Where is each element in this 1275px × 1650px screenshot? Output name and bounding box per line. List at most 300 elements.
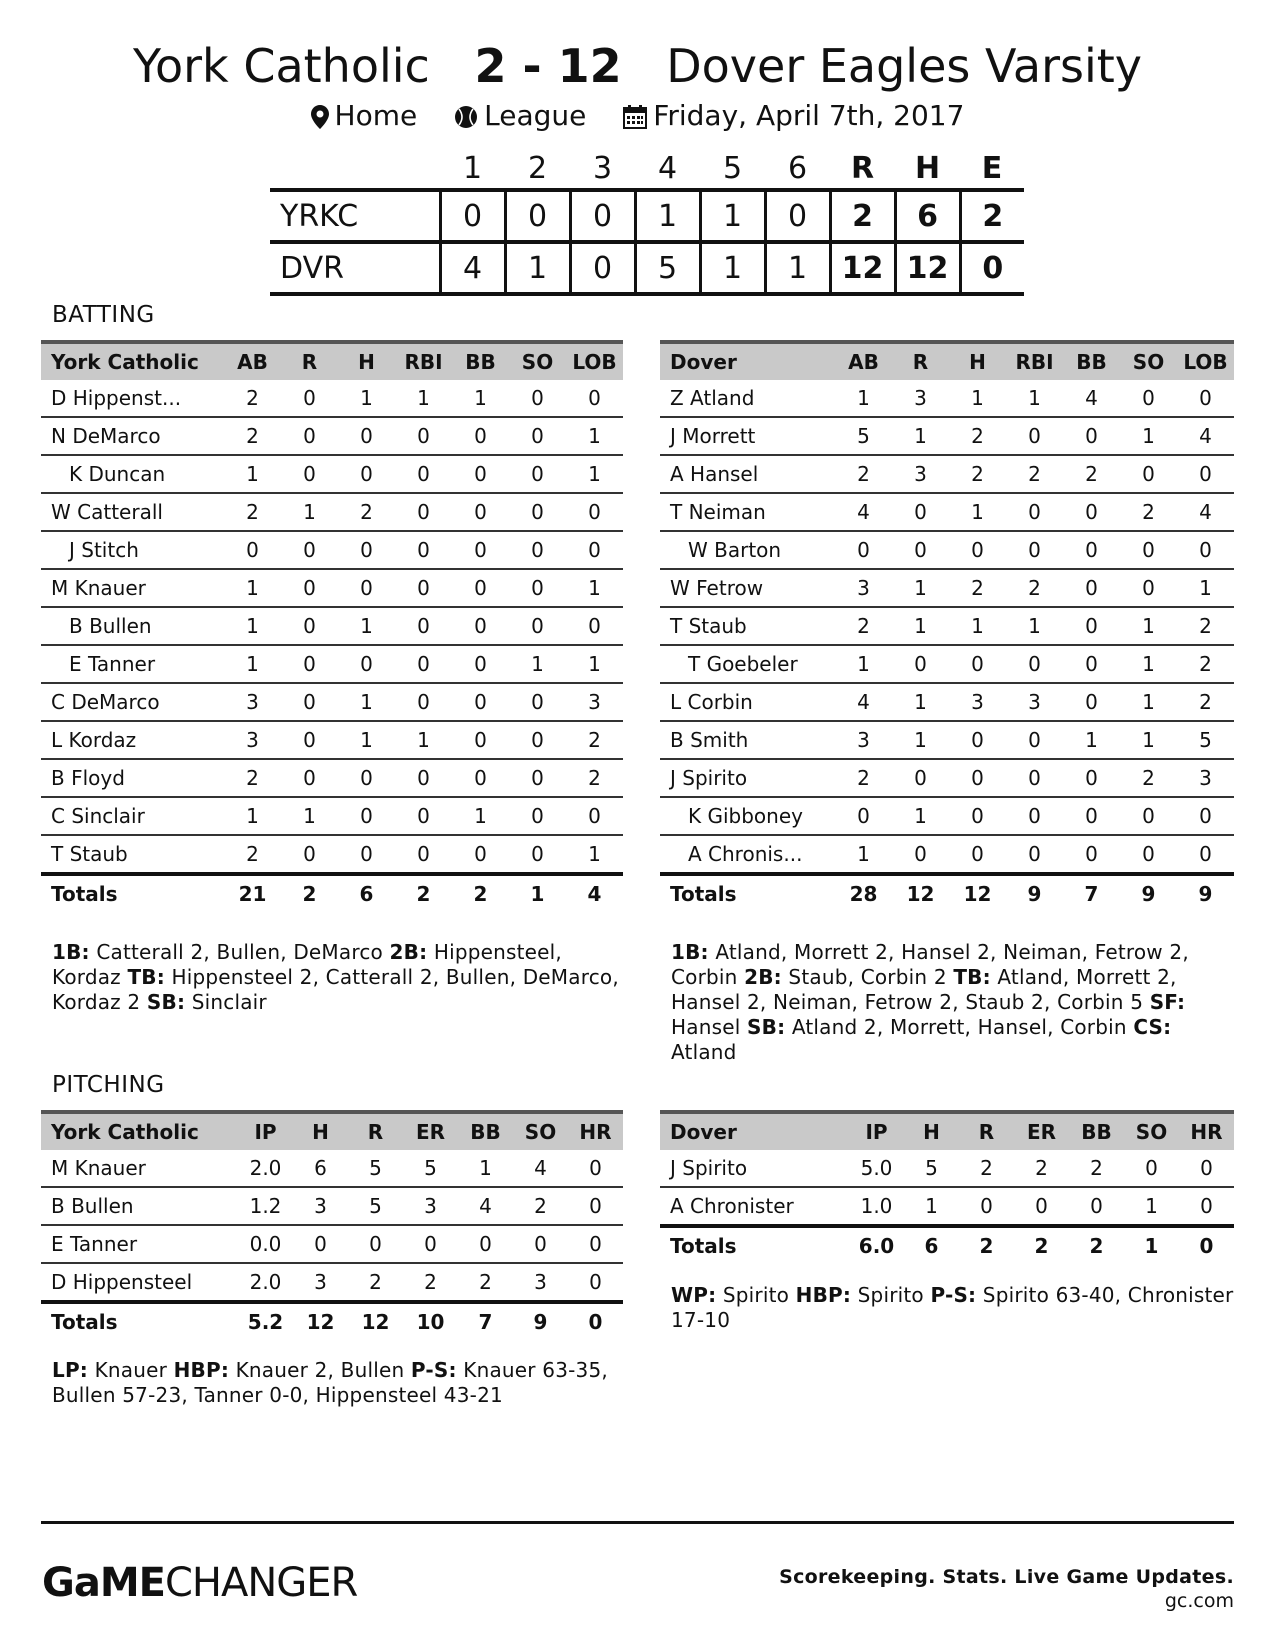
stat-cell: 5 <box>1177 721 1234 759</box>
location-info <box>311 99 427 132</box>
stat-cell: 0 <box>452 493 509 531</box>
player-name: J Spirito <box>660 1150 849 1187</box>
stat-cell: 5 <box>403 1150 458 1187</box>
note-key: CS: <box>1133 1015 1172 1039</box>
player-row <box>41 1263 623 1302</box>
stat-cell: 0 <box>1124 1150 1179 1187</box>
note-value: Catterall 2, Bullen, DeMarco <box>89 940 390 964</box>
player-name: E Tanner <box>41 1225 238 1263</box>
player-row <box>41 455 623 493</box>
stat-cell: 0 <box>1120 455 1177 493</box>
stat-cell: 4 <box>1177 493 1234 531</box>
total-cell: 2 <box>395 874 452 912</box>
runs-total: 2 <box>830 190 895 242</box>
stats-header-row <box>660 342 1234 380</box>
stat-cell: 5 <box>348 1150 403 1187</box>
stat-cell: 5 <box>835 417 892 455</box>
stats-header-row <box>41 1112 623 1150</box>
stat-cell: 0 <box>1177 531 1234 569</box>
stat-cell: 0 <box>835 797 892 835</box>
stat-cell: 0 <box>566 531 623 569</box>
stat-cell: 1 <box>1063 721 1120 759</box>
player-name: M Knauer <box>41 1150 238 1187</box>
stat-cell: 2 <box>835 455 892 493</box>
stat-cell: 3 <box>224 683 281 721</box>
player-name: B Bullen <box>41 1187 238 1225</box>
stat-cell: 2 <box>224 493 281 531</box>
player-name: B Floyd <box>41 759 224 797</box>
stat-cell: 0 <box>1177 455 1234 493</box>
stat-cell: 0 <box>395 645 452 683</box>
stat-cell: 6 <box>293 1150 348 1187</box>
stat-cell: 0 <box>452 417 509 455</box>
player-row <box>660 531 1234 569</box>
player-row <box>660 569 1234 607</box>
stat-cell: 0 <box>566 607 623 645</box>
stat-cell: 3 <box>566 683 623 721</box>
player-name: B Smith <box>660 721 835 759</box>
hits-total: 12 <box>895 242 960 294</box>
map-pin-icon <box>311 105 329 129</box>
player-row <box>41 759 623 797</box>
note-key: 1B: <box>671 940 709 964</box>
stat-cell: 5 <box>904 1150 959 1187</box>
player-row <box>660 759 1234 797</box>
total-cell: 28 <box>835 874 892 912</box>
stat-cell: 0 <box>892 645 949 683</box>
stat-cell: 0 <box>1120 531 1177 569</box>
stat-cell: 4 <box>458 1187 513 1225</box>
stat-cell: 3 <box>835 721 892 759</box>
final-score: 2 - 12 <box>474 39 622 93</box>
stat-cell: 0 <box>1120 835 1177 874</box>
stat-cell: 1 <box>1120 721 1177 759</box>
stat-cell: 0 <box>452 721 509 759</box>
stat-cell: 0 <box>1120 569 1177 607</box>
york-pitching-table <box>41 1110 623 1340</box>
stat-cell: 1 <box>452 380 509 417</box>
player-row <box>41 1225 623 1263</box>
note-key: 2B: <box>744 965 782 989</box>
stat-cell: 0 <box>452 455 509 493</box>
total-cell: 2 <box>959 1226 1014 1264</box>
stat-cell: 0 <box>1179 1187 1234 1226</box>
stat-cell: 2 <box>1120 759 1177 797</box>
stat-cell: 2 <box>1063 455 1120 493</box>
stat-cell: 1 <box>835 835 892 874</box>
player-name: T Staub <box>660 607 835 645</box>
stat-cell: 1 <box>892 721 949 759</box>
stat-cell: 2 <box>403 1263 458 1302</box>
stat-cell: 0 <box>281 531 338 569</box>
line-score-row <box>270 190 1024 242</box>
player-row <box>660 683 1234 721</box>
hits-total: 6 <box>895 190 960 242</box>
total-cell: 6.0 <box>849 1226 904 1264</box>
player-row <box>660 455 1234 493</box>
stat-cell: 1 <box>1006 607 1063 645</box>
totals-row <box>41 874 623 912</box>
player-row <box>660 721 1234 759</box>
note-value: Sinclair <box>185 990 267 1014</box>
stat-cell: 0 <box>348 1225 403 1263</box>
stat-cell: 0 <box>949 531 1006 569</box>
stat-cell: 1 <box>281 493 338 531</box>
note-value: Staub, Corbin 2 <box>781 965 954 989</box>
stat-cell: 3 <box>835 569 892 607</box>
stat-cell: 1 <box>395 380 452 417</box>
player-row <box>41 835 623 874</box>
stat-column-header: BB <box>452 342 509 380</box>
player-name: D Hippensteel <box>41 1263 238 1302</box>
stat-column-header: BB <box>1069 1112 1124 1150</box>
inning-score: 0 <box>505 190 570 242</box>
stat-cell: 2 <box>949 569 1006 607</box>
dover-pitching-table <box>660 1110 1234 1264</box>
player-name: C Sinclair <box>41 797 224 835</box>
stat-cell: 2 <box>959 1150 1014 1187</box>
player-row <box>660 417 1234 455</box>
stat-cell: 1 <box>892 569 949 607</box>
note-key: WP: <box>671 1283 717 1307</box>
stat-cell: 0 <box>281 645 338 683</box>
stat-cell: 2 <box>566 759 623 797</box>
note-value: Spirito <box>716 1283 796 1307</box>
stat-cell: 3 <box>892 380 949 417</box>
stat-cell: 0 <box>1120 380 1177 417</box>
baseball-icon <box>454 105 478 129</box>
stat-cell: 1 <box>338 683 395 721</box>
stat-cell: 0 <box>338 455 395 493</box>
york-pitching-notes <box>52 1358 622 1408</box>
stat-cell: 1 <box>224 607 281 645</box>
total-cell: 9 <box>1120 874 1177 912</box>
stat-cell: 2 <box>835 759 892 797</box>
stat-cell: 3 <box>1177 759 1234 797</box>
stat-column-header: LOB <box>566 342 623 380</box>
errors-header: E <box>981 150 1003 186</box>
stat-cell: 0 <box>568 1225 623 1263</box>
stat-cell: 2 <box>1120 493 1177 531</box>
total-cell: 9 <box>1177 874 1234 912</box>
player-name: N DeMarco <box>41 417 224 455</box>
stat-cell: 0 <box>338 569 395 607</box>
stat-cell: 0 <box>509 569 566 607</box>
stat-cell: 0 <box>1063 607 1120 645</box>
stat-cell: 0 <box>949 835 1006 874</box>
stat-cell: 2 <box>338 493 395 531</box>
stat-cell: 0.0 <box>238 1225 293 1263</box>
stat-cell: 0 <box>338 645 395 683</box>
total-cell: 1 <box>509 874 566 912</box>
dover-batting-table <box>660 340 1234 912</box>
stat-cell: 1 <box>338 380 395 417</box>
stat-cell: 1 <box>224 797 281 835</box>
player-name: J Morrett <box>660 417 835 455</box>
stat-cell: 2.0 <box>238 1263 293 1302</box>
inning-score: 1 <box>700 190 765 242</box>
stat-cell: 3 <box>513 1263 568 1302</box>
stat-cell: 0 <box>395 797 452 835</box>
player-row <box>41 493 623 531</box>
note-value: Atland, Morrett 2, Hansel 2, Neiman, Fetrow 2, Corbin <box>671 940 1189 989</box>
stat-cell: 0 <box>395 835 452 874</box>
note-value: Atland <box>671 1040 737 1064</box>
stat-column-header: BB <box>1063 342 1120 380</box>
stat-cell: 0 <box>452 531 509 569</box>
stat-cell: 0 <box>1063 569 1120 607</box>
stat-cell: 0 <box>949 721 1006 759</box>
stat-cell: 3 <box>293 1263 348 1302</box>
stat-cell: 2 <box>513 1187 568 1225</box>
total-cell: 7 <box>458 1302 513 1340</box>
stat-column-header: AB <box>835 342 892 380</box>
stat-cell: 0 <box>281 417 338 455</box>
batting-section-title: BATTING <box>52 302 155 328</box>
player-name: A Chronis... <box>660 835 835 874</box>
stat-cell: 0 <box>566 380 623 417</box>
stat-cell: 0 <box>281 759 338 797</box>
player-row <box>41 721 623 759</box>
stat-cell: 0 <box>1177 380 1234 417</box>
stat-cell: 0 <box>395 607 452 645</box>
note-key: 2B: <box>389 940 428 964</box>
player-row <box>660 1150 1234 1187</box>
player-name: A Hansel <box>660 455 835 493</box>
player-row <box>41 645 623 683</box>
player-row <box>41 417 623 455</box>
stat-cell: 0 <box>509 455 566 493</box>
note-value: Knauer <box>88 1358 174 1382</box>
stat-cell: 0 <box>566 493 623 531</box>
stat-cell: 3 <box>293 1187 348 1225</box>
player-name: K Gibboney <box>660 797 835 835</box>
stat-cell: 0 <box>395 569 452 607</box>
stat-cell: 0 <box>395 455 452 493</box>
stat-cell: 1 <box>1006 380 1063 417</box>
note-value: Knauer 2, Bullen <box>229 1358 411 1382</box>
stat-cell: 0 <box>1063 683 1120 721</box>
stat-cell: 1 <box>949 493 1006 531</box>
stat-cell: 0 <box>281 683 338 721</box>
stat-column-header: R <box>959 1112 1014 1150</box>
line-score-team: DVR <box>270 242 440 294</box>
totals-row <box>660 1226 1234 1264</box>
stat-cell: 0 <box>281 380 338 417</box>
player-row <box>41 569 623 607</box>
line-score-table <box>270 148 1024 296</box>
stat-cell: 2 <box>224 380 281 417</box>
stat-cell: 0 <box>959 1187 1014 1226</box>
stat-column-header: H <box>293 1112 348 1150</box>
player-name: K Duncan <box>41 455 224 493</box>
total-cell: 2 <box>1014 1226 1069 1264</box>
total-cell: 9 <box>513 1302 568 1340</box>
stat-cell: 0 <box>509 417 566 455</box>
inning-header: 4 <box>657 150 678 186</box>
stat-cell: 0 <box>1179 1150 1234 1187</box>
inning-score: 5 <box>635 242 700 294</box>
line-score-team: YRKC <box>270 190 440 242</box>
player-row <box>660 493 1234 531</box>
player-name: W Fetrow <box>660 569 835 607</box>
york-batting-table <box>41 340 623 912</box>
stat-cell: 2 <box>348 1263 403 1302</box>
stat-cell: 0 <box>452 683 509 721</box>
calendar-icon <box>623 105 647 129</box>
stat-column-header: SO <box>509 342 566 380</box>
player-name: T Goebeler <box>660 645 835 683</box>
stat-cell: 0 <box>338 835 395 874</box>
stat-cell: 0 <box>1063 493 1120 531</box>
stat-cell: 2 <box>224 835 281 874</box>
player-name: L Kordaz <box>41 721 224 759</box>
location-label: Home <box>334 99 418 132</box>
stat-cell: 3 <box>949 683 1006 721</box>
note-key: TB: <box>953 965 991 989</box>
stat-cell: 1 <box>566 835 623 874</box>
note-key: P-S: <box>410 1358 457 1382</box>
stat-cell: 1 <box>904 1187 959 1226</box>
stat-cell: 1 <box>949 607 1006 645</box>
stat-cell: 0 <box>1063 759 1120 797</box>
stat-cell: 0 <box>281 721 338 759</box>
player-name: E Tanner <box>41 645 224 683</box>
stat-cell: 0 <box>452 645 509 683</box>
stat-cell: 0 <box>1006 417 1063 455</box>
logo-changer-text: CHANGER <box>164 1560 358 1606</box>
stat-cell: 0 <box>892 835 949 874</box>
player-row <box>41 531 623 569</box>
total-cell: 6 <box>904 1226 959 1264</box>
stat-cell: 0 <box>1063 645 1120 683</box>
stat-cell: 0 <box>458 1225 513 1263</box>
stat-cell: 2 <box>224 759 281 797</box>
inning-score: 0 <box>765 190 830 242</box>
stat-cell: 1 <box>566 645 623 683</box>
player-name: B Bullen <box>41 607 224 645</box>
footer-tagline <box>779 1565 1234 1613</box>
stat-cell: 0 <box>949 759 1006 797</box>
stat-column-header: H <box>904 1112 959 1150</box>
stat-cell: 1 <box>395 721 452 759</box>
stat-cell: 0 <box>509 493 566 531</box>
total-cell: 10 <box>403 1302 458 1340</box>
stat-cell: 2 <box>835 607 892 645</box>
stat-cell: 0 <box>509 721 566 759</box>
total-cell: 2 <box>281 874 338 912</box>
totals-row <box>41 1302 623 1340</box>
note-key: SB: <box>146 990 186 1014</box>
note-value: Atland, Morrett 2, Hansel 2, Neiman, Fetrow 2, Staub 2, Corbin 5 <box>671 965 1177 1014</box>
player-row <box>660 797 1234 835</box>
stat-cell: 2 <box>566 721 623 759</box>
stat-column-header: H <box>338 342 395 380</box>
stat-column-header: IP <box>849 1112 904 1150</box>
note-value: Hippensteel 2, Catterall 2, Bullen, DeMarco, Kordaz 2 <box>52 965 619 1014</box>
stat-cell: 1 <box>1120 607 1177 645</box>
stat-cell: 4 <box>1063 380 1120 417</box>
total-cell: 21 <box>224 874 281 912</box>
total-cell: 9 <box>1006 874 1063 912</box>
player-row <box>660 645 1234 683</box>
stat-cell: 0 <box>452 569 509 607</box>
stat-cell: 5 <box>348 1187 403 1225</box>
stat-cell: 0 <box>338 417 395 455</box>
stat-cell: 1 <box>566 455 623 493</box>
date-label: Friday, April 7th, 2017 <box>653 99 965 132</box>
stat-cell: 0 <box>568 1150 623 1187</box>
stat-cell: 0 <box>1006 835 1063 874</box>
player-row <box>41 797 623 835</box>
total-cell: 12 <box>892 874 949 912</box>
note-value: Spirito 63-40, Chronister 17-10 <box>671 1283 1234 1332</box>
logo-game-text: GaME <box>42 1560 165 1606</box>
note-key: 1B: <box>52 940 90 964</box>
stat-cell: 1 <box>1120 417 1177 455</box>
total-cell: 4 <box>566 874 623 912</box>
player-name: L Corbin <box>660 683 835 721</box>
tagline-text: Scorekeeping. Stats. Live Game Updates. <box>779 1566 1234 1588</box>
stat-cell: 2 <box>1177 683 1234 721</box>
stat-cell: 2 <box>1177 645 1234 683</box>
site-link[interactable]: gc.com <box>1164 1590 1234 1612</box>
total-cell: 2 <box>1069 1226 1124 1264</box>
stat-column-header: HR <box>568 1112 623 1150</box>
stat-cell: 2 <box>1006 455 1063 493</box>
total-cell: 1 <box>1124 1226 1179 1264</box>
stat-cell: 3 <box>1006 683 1063 721</box>
stat-cell: 0 <box>395 759 452 797</box>
stat-cell: 0 <box>513 1225 568 1263</box>
player-name: J Stitch <box>41 531 224 569</box>
stat-cell: 0 <box>509 835 566 874</box>
stat-cell: 1.2 <box>238 1187 293 1225</box>
stat-column-header: R <box>892 342 949 380</box>
player-row <box>660 607 1234 645</box>
inning-score: 1 <box>700 242 765 294</box>
stat-cell: 0 <box>1006 531 1063 569</box>
note-key: P-S: <box>930 1283 977 1307</box>
stat-cell: 1 <box>224 569 281 607</box>
stat-cell: 1 <box>949 380 1006 417</box>
stat-cell: 0 <box>1069 1187 1124 1226</box>
total-cell: 7 <box>1063 874 1120 912</box>
team-column-header: York Catholic <box>41 342 224 380</box>
team-column-header: York Catholic <box>41 1112 238 1150</box>
stat-column-header: ER <box>1014 1112 1069 1150</box>
york-batting-notes <box>52 940 622 1015</box>
note-key: HBP: <box>795 1283 852 1307</box>
stat-cell: 0 <box>395 683 452 721</box>
game-meta <box>0 98 1275 134</box>
totals-label: Totals <box>660 1226 849 1264</box>
stat-cell: 1.0 <box>849 1187 904 1226</box>
stat-cell: 1 <box>224 645 281 683</box>
stat-cell: 0 <box>452 759 509 797</box>
pitching-section-title: PITCHING <box>52 1072 165 1098</box>
player-row <box>41 683 623 721</box>
player-row <box>660 380 1234 417</box>
player-row <box>41 607 623 645</box>
stat-cell: 4 <box>513 1150 568 1187</box>
note-key: SF: <box>1149 990 1186 1014</box>
stat-cell: 0 <box>509 797 566 835</box>
stat-column-header: R <box>348 1112 403 1150</box>
stats-header-row <box>660 1112 1234 1150</box>
runs-total: 12 <box>830 242 895 294</box>
stat-cell: 3 <box>224 721 281 759</box>
